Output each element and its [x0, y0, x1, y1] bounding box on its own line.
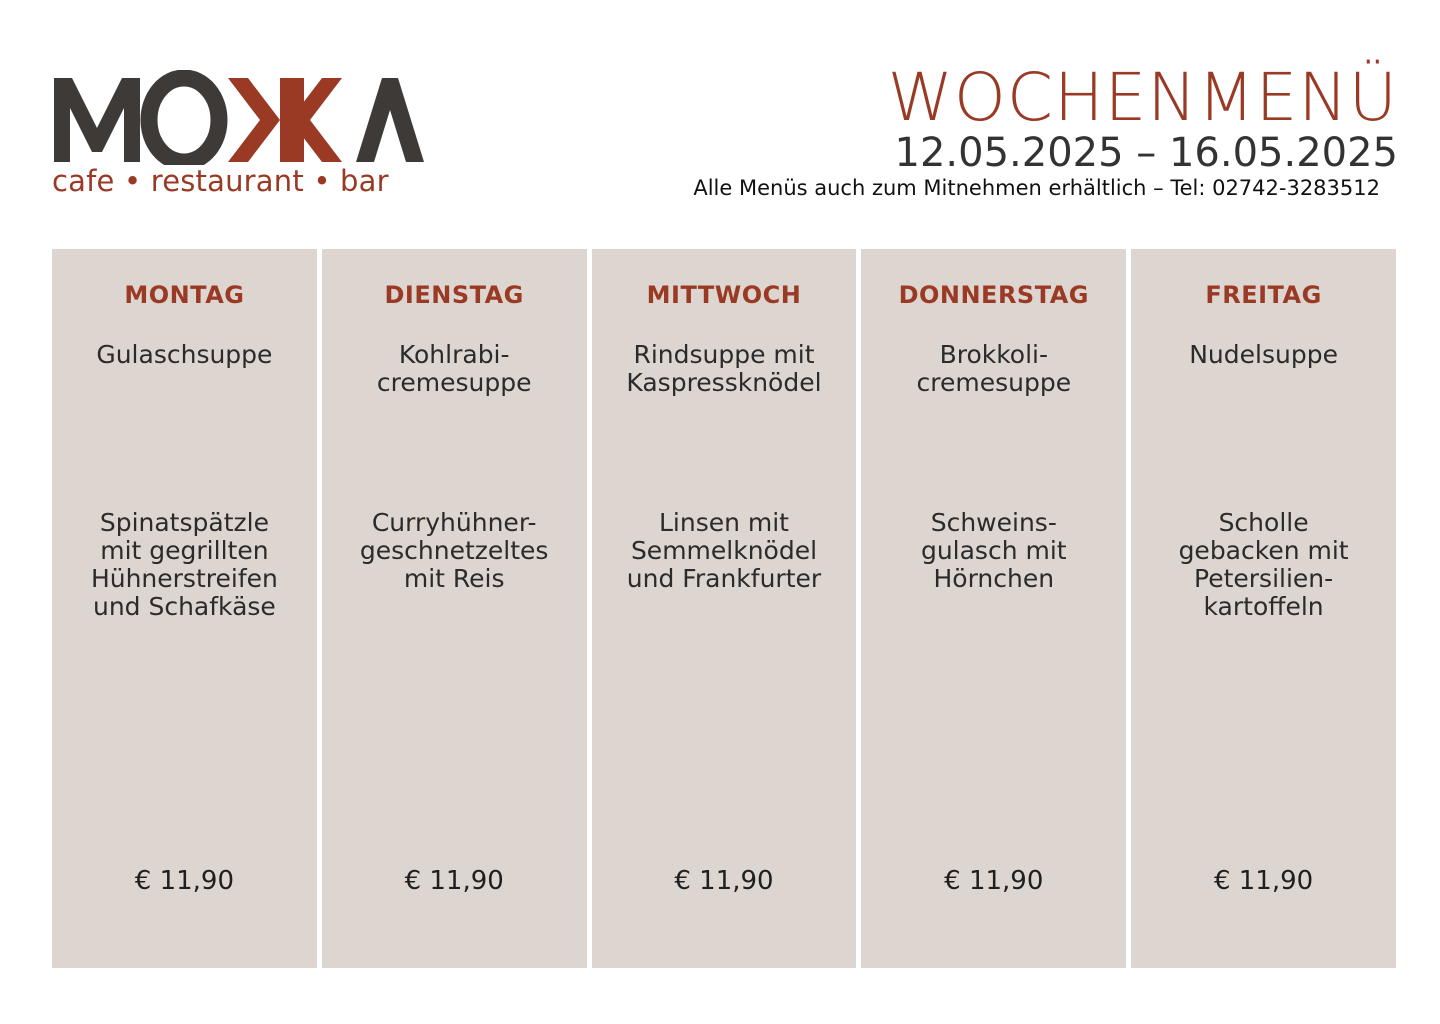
day-name: FREITAG	[1205, 281, 1322, 309]
soup-item: Brokkoli- cremesuppe	[916, 340, 1072, 397]
price-label: € 11,90	[1213, 866, 1314, 896]
mokka-wordmark-icon	[52, 70, 432, 165]
day-column-donnerstag	[861, 249, 1126, 968]
day-name: DONNERSTAG	[898, 281, 1089, 309]
day-name: MONTAG	[124, 281, 245, 309]
main-dish-item: Curryhühner- geschnetzeltes mit Reis	[359, 508, 549, 593]
price-label: € 11,90	[404, 866, 504, 896]
soup-item: Nudelsuppe	[1189, 340, 1338, 369]
mokka-logo	[52, 70, 432, 200]
soup-item: Gulaschsuppe	[96, 340, 273, 369]
takeaway-note: Alle Menüs auch zum Mitnehmen erhältlich – Tel: 02742-3283512	[693, 176, 1380, 200]
main-dish-item: Linsen mit Semmelknödel und Frankfurter	[626, 508, 822, 593]
day-column-dienstag	[322, 249, 587, 968]
main-dish-item: Scholle gebacken mit Petersilien- kartoffeln	[1178, 508, 1349, 621]
price-label: € 11,90	[134, 866, 235, 896]
day-column-montag	[52, 249, 317, 968]
day-name: DIENSTAG	[384, 281, 524, 309]
menu-header	[693, 59, 1398, 202]
day-column-freitag	[1131, 249, 1396, 968]
logo-tagline: cafe • restaurant • bar	[52, 164, 389, 198]
day-column-mittwoch	[592, 249, 857, 968]
soup-item: Rindsuppe mit Kaspressknödel	[626, 340, 822, 397]
menu-date-range: 12.05.2025 – 16.05.2025	[894, 130, 1398, 176]
main-dish-item: Schweins- gulasch mit Hörnchen	[920, 508, 1067, 593]
menu-columns	[52, 249, 1396, 968]
day-name: MITTWOCH	[646, 281, 802, 309]
price-label: € 11,90	[944, 866, 1044, 896]
main-dish-item: Spinatspätzle mit gegrillten Hühnerstreifen und Schafkäse	[90, 508, 278, 621]
soup-item: Kohlrabi- cremesuppe	[376, 340, 532, 397]
page-title: WOCHENMENÜ	[887, 59, 1398, 136]
price-label: € 11,90	[674, 866, 774, 896]
